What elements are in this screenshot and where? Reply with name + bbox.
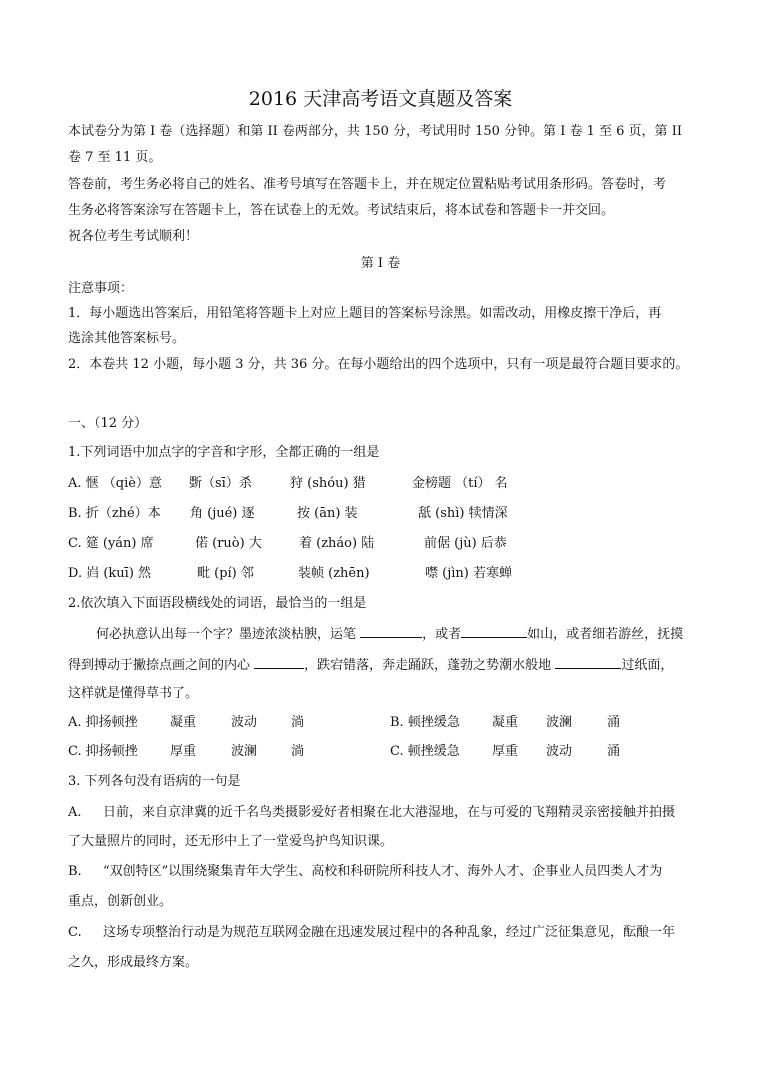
q3-option-a-text: 日前，来自京津冀的近千名鸟类摄影爱好者相聚在北大港湿地，在与可爱的飞翔精灵亲密接触并拍摄 — [103, 805, 676, 820]
note-line: 选涂其他答案标号。 — [68, 331, 186, 346]
q1-option-d-word: D. 岿 (kuī) 然 — [68, 566, 152, 581]
answer-blank — [461, 625, 527, 638]
q2-option-b-word: 凝重 — [492, 715, 519, 730]
q2-option-a-word: 淌 — [291, 715, 305, 730]
q1-option-d-word: 装帧 (zhēn) — [298, 566, 370, 581]
q2-option-d: C. 顿挫缓急 — [390, 744, 460, 759]
q2-passage-text: 何必执意认出每一个字？墨迹浓淡枯腴，运笔 — [96, 627, 357, 642]
q3-option-a-text: 了大量照片的同时，还无形中上了一堂爱鸟护鸟知识课。 — [68, 834, 394, 849]
q2-option-c-word: 厚重 — [170, 744, 197, 759]
q2-option-d-word: 涌 — [607, 744, 621, 759]
q2-passage-text: 得到搏动于撇捺点画之间的内心 — [68, 658, 251, 673]
q1-option-a-word: 金榜题 （tí） 名 — [412, 476, 508, 491]
notes-title: 注意事项： — [68, 281, 134, 296]
q2-option-c-word: 波澜 — [231, 744, 258, 759]
q3-option-b-text: “双创特区”以围绕聚集青年大学生、高校和科研院所科技人才、海外人才、企事业人员四类人才为 — [103, 864, 663, 879]
section-header: 一、（12 分） — [68, 416, 148, 431]
q1-option-c-word: 前倨 (jù) 后恭 — [424, 536, 507, 551]
q2-option-a-word: 凝重 — [170, 715, 197, 730]
q1-option-d-word: 毗 (pí) 邻 — [197, 566, 254, 581]
q3-option-c-text: 之久，形成最终方案。 — [68, 955, 199, 970]
answer-blank — [360, 625, 422, 638]
intro-line: 本试卷分为第 I 卷（选择题）和第 II 卷两部分，共 150 分，考试用时 150 分钟。第 I 卷 1 至 6 页，第 II — [68, 124, 682, 139]
q1-option-c-word: 偌 (ruò) 大 — [195, 536, 262, 551]
note-line: 2．本卷共 12 小题，每小题 3 分，共 36 分。在每小题给出的四个选项中，只有一项是最符合题目要求的。 — [68, 357, 689, 372]
q2-passage-text: 如山，或者细若游丝，抚摸 — [527, 627, 684, 642]
q1-option-b-word: 舐 (shì) 犊情深 — [418, 506, 508, 521]
volume-title: 第 I 卷 — [360, 256, 401, 271]
q2-option-a-word: 波动 — [231, 715, 258, 730]
answer-blank — [254, 656, 304, 669]
q1-option-a-word: 狩 (shóu) 猎 — [290, 476, 366, 491]
intro-line: 祝各位考生考试顺利！ — [68, 229, 199, 244]
q1-option-c-word: 着 (zháo) 陆 — [299, 536, 375, 551]
q3-option-c-text: 这场专项整治行动是为规范互联网金融在迅速发展过程中的各种乱象，经过广泛征集意见，酝酿一年 — [103, 925, 676, 940]
intro-line: 生务必将答案涂写在答题卡上，答在试卷上的无效。考试结束后，将本试卷和答题卡一并交回。 — [68, 203, 615, 218]
q2-option-b-word: 波澜 — [546, 715, 573, 730]
q2-passage-text: 过纸面， — [621, 658, 674, 673]
question-2-stem: 2.依次填入下面语段横线处的词语，最恰当的一组是 — [68, 596, 367, 611]
q2-option-b: B. 顿挫缓急 — [390, 715, 460, 730]
q1-option-a-word: A. 惬 （qiè）意 — [68, 476, 162, 491]
q2-option-b-word: 涌 — [607, 715, 621, 730]
q2-option-a: A. 抑扬顿挫 — [68, 715, 138, 730]
q2-passage-line — [96, 625, 683, 643]
q1-option-b-word: B. 折（zhé）本 — [68, 506, 161, 521]
q2-passage-text: ，或者 — [422, 627, 462, 642]
q3-option-a-label: A. — [68, 805, 82, 820]
q1-option-b-word: 按 (ān) 装 — [297, 506, 358, 521]
question-1-stem: 1.下列词语中加点字的字音和字形，全都正确的一组是 — [68, 445, 380, 460]
q2-option-c-word: 淌 — [291, 744, 305, 759]
q1-option-c-word: C. 筵 (yán) 席 — [68, 536, 154, 551]
q1-option-d-word: 噤 (jìn) 若寒蝉 — [425, 566, 512, 581]
q1-option-b-word: 角 (jué) 逐 — [190, 506, 255, 521]
q2-option-d-word: 波动 — [546, 744, 573, 759]
q3-option-b-label: B. — [68, 864, 82, 879]
question-3-stem: 3. 下列各句没有语病的一句是 — [68, 774, 241, 789]
q2-passage-text: ，跌宕错落，奔走踊跃，蓬勃之势潮水般地 — [304, 658, 552, 673]
q1-option-a-word: 斲（sī）杀 — [189, 476, 252, 491]
answer-blank — [555, 656, 621, 669]
q2-option-c: C. 抑扬顿挫 — [68, 744, 138, 759]
q3-option-c-label: C. — [68, 925, 82, 940]
document-title: 2016 天津高考语文真题及答案 — [248, 88, 513, 110]
note-line: 1．每小题选出答案后，用铅笔将答题卡上对应上题目的答案标号涂黑。如需改动，用橡皮擦干净后，再 — [68, 306, 662, 321]
intro-line: 答卷前，考生务必将自己的姓名、准考号填写在答题卡上，并在规定位置粘贴考试用条形码。答卷时，考 — [68, 177, 667, 192]
q2-passage-line — [68, 656, 673, 674]
q2-passage-line: 这样就是懂得草书了。 — [68, 686, 199, 701]
intro-line: 卷 7 至 11 页。 — [68, 150, 162, 165]
q2-option-d-word: 厚重 — [492, 744, 519, 759]
q3-option-b-text: 重点，创新创业。 — [68, 894, 173, 909]
